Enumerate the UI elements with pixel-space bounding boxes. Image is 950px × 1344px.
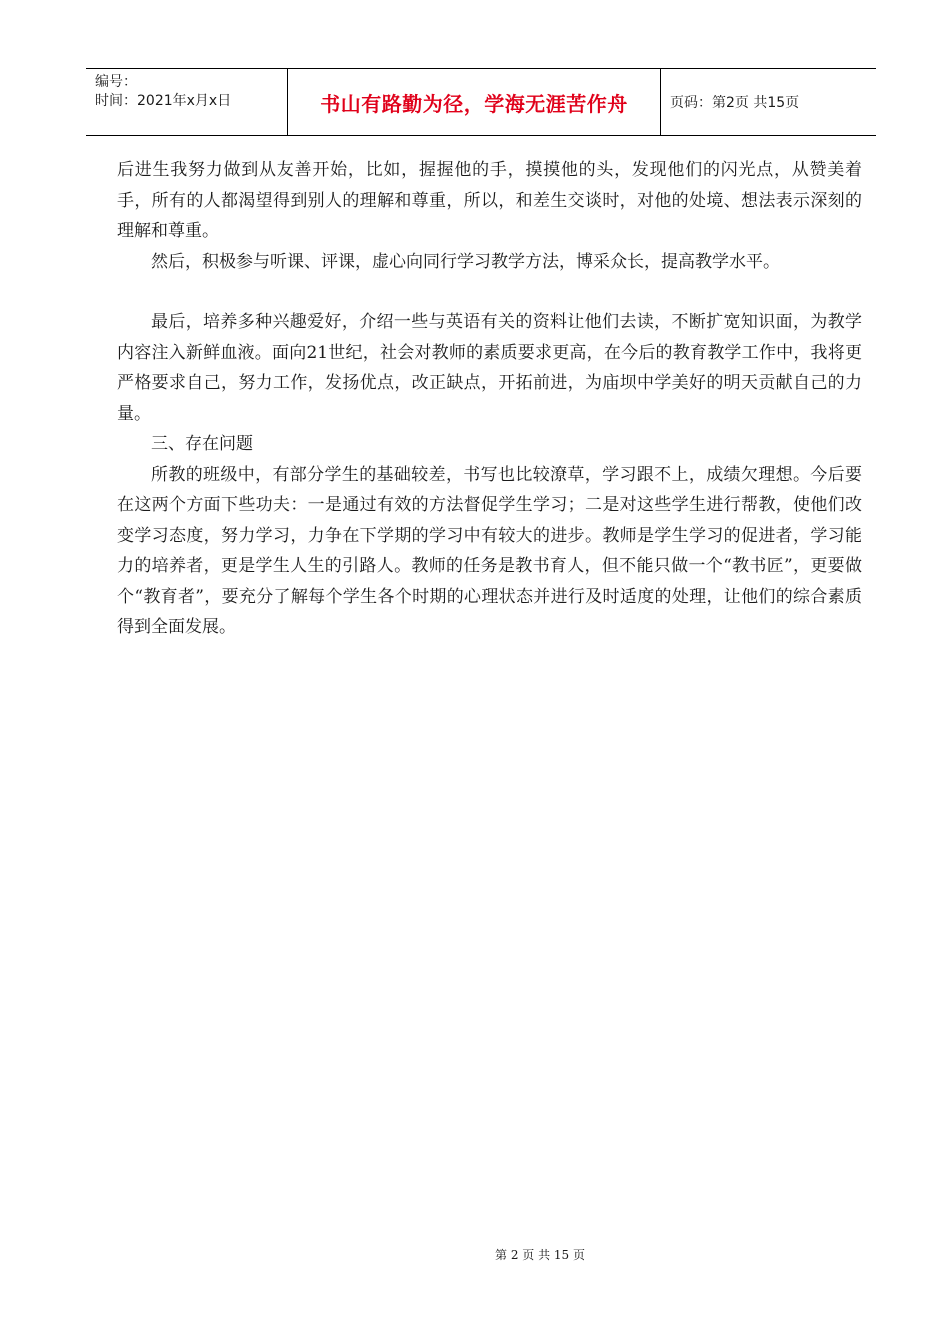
header-page-number: 页码：第2页 共15页 [670,95,800,111]
number-label: 编号： [95,74,137,90]
section-heading: 三、存在问题 [151,434,253,454]
document-body [117,155,862,643]
page-footer: 第 2 页 共 15 页 [495,1248,585,1262]
header-meta [86,69,288,135]
paragraph: 所教的班级中，有部分学生的基础较差，书写也比较潦草，学习跟不上，成绩欠理想。今后要在这两个方面下些功夫：一是通过有效的方法督促学生学习；二是对这些学生进行帮教，使他们改变学习态度，努力学习，力争在下学期的学习中有较大的进步。教师是学生学习的促进者，学习能力的培养者，更是学生人生的引路人。教师的任务是教书育人，但不能只做一个“教书匠”，更要做个“教育者”，要充分了解每个学生各个时期的心理状态并进行及时适度的处理，让他们的综合素质得到全面发展。 [117,464,862,637]
time-label: 时间：2021年x月x日 [95,93,232,109]
paragraph: 然后，积极参与听课、评课，虚心向同行学习教学方法，博采众长，提高教学水平。 [151,251,780,272]
paragraph: 后进生我努力做到从友善开始，比如，握握他的手，摸摸他的头，发现他们的闪光点，从赞美着手，所有的人都渴望得到别人的理解和尊重，所以，和差生交谈时，对他的处境、想法表示深刻的理解和尊重。 [117,160,862,241]
page-header [86,68,876,136]
header-motto: 书山有路勤为径，学海无涯苦作舟 [288,69,661,135]
paragraph: 最后，培养多种兴趣爱好，介绍一些与英语有关的资料让他们去读，不断扩宽知识面，为教学内容注入新鲜血液。面向21世纪，社会对教师的素质要求更高，在今后的教育教学工作中，我将更严格要求自己，努力工作，发扬优点，改正缺点，开拓前进，为庙坝中学美好的明天贡献自己的力量。 [117,312,862,424]
paragraph-spacer [117,277,862,307]
